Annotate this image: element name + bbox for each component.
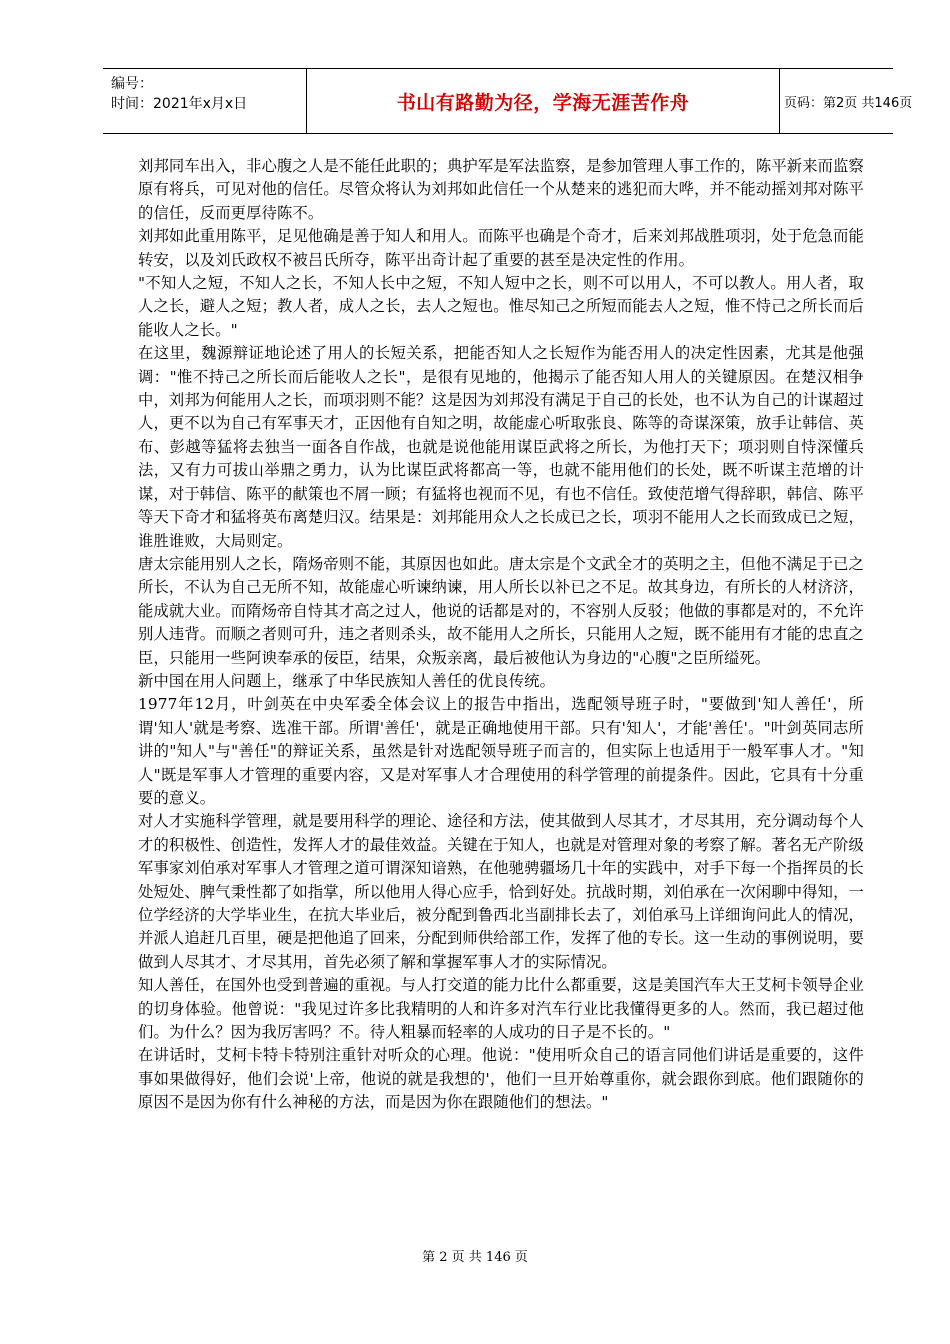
body-paragraph: 刘邦如此重用陈平，足见他确是善于知人和用人。而陈平也确是个奇才，后来刘邦战胜项羽，处于危急而能转安，以及刘氏政权不被吕氏所夺，陈平出奇计起了重要的甚至是决定性的作用。 xyxy=(138,227,865,269)
body-paragraph: 在讲话时，艾柯卡特卡特别注重针对听众的心理。他说："使用听众自己的语言同他们讲话是重要的，这件事如果做得好，他们会说'上帝，他说的就是我想的'，他们一旦开始尊重你，就会跟你到底。他们跟随你的原因不是因为你有什么神秘的方法，而是因为你在跟随他们的想法。" xyxy=(138,1046,864,1112)
body-paragraph: "不知人之短，不知人之长，不知人长中之短，不知人短中之长，则不可以用人，不可以教人。用人者，取人之长，避人之短；教人者，成人之长，去人之短也。惟尽知己之所短而能去人之短，惟不恃己之所长而后能收人之长。" xyxy=(138,274,865,339)
body-paragraph: 对人才实施科学管理，就是要用科学的理论、途径和方法，使其做到人尽其才，才尽其用，充分调动每个人才的积极性、创造性，发挥人才的最佳效益。关键在于知人，也就是对管理对象的考察了解。著名无产阶级军事家刘伯承对军事人才管理之道可谓深知谙熟，在他驰骋疆场几十年的实践中，对手下每一个指挥员的长处短处、脾气秉性都了如指掌，所以他用人得心应手，恰到好处。抗战时期，刘伯承在一次闲聊中得知，一位学经济的大学毕业生，在抗大毕业后，被分配到鲁西北当副排长去了，刘伯承马上详细询问此人的情况，并派人追赶几百里，硬是把他追了回来，分配到师供给部工作，发挥了他的专长。这一生动的事例说明，要做到人尽其才、才尽其用，首先必须了解和掌握军事人才的实际情况。 xyxy=(138,812,865,971)
header-motto: 书山有路勤为径，学海无涯苦作舟 xyxy=(396,91,690,114)
body-paragraph: 新中国在用人问题上，继承了中华民族知人善任的优良传统。 xyxy=(138,671,556,690)
document-time-label: 时间：2021年x月x日 xyxy=(111,96,248,112)
document-number-label: 编号： xyxy=(111,76,153,92)
page-footer: 第 2 页 共 146 页 xyxy=(422,1250,528,1265)
body-paragraph: 知人善任，在国外也受到普遍的重视。与人打交道的能力比什么都重要，这是美国汽车大王艾柯卡领导企业的切身体验。他曾说："我见过许多比我精明的人和许多对汽车行业比我懂得更多的人。然而，我已超过他们。为什么？因为我厉害吗？不。待人粗暴而轻率的人成功的日子是不长的。" xyxy=(138,976,865,1042)
header-page-info: 页码：第2页 共146页 xyxy=(784,95,913,111)
page-header xyxy=(103,68,913,134)
header-meta-cell xyxy=(103,69,307,133)
body-paragraph: 1977年12月，叶剑英在中央军委全体会议上的报告中指出，选配领导班子时，"要做到'知人善任'，所谓'知人'就是考察、选准干部。所谓'善任'，就是正确地使用干部。只有'知人'，才能'善任'。"叶剑英同志所讲的"知人"与"善任"的辩证关系，虽然是针对选配领导班子而言的，但实际上也适用于一般军事人才。"知人"既是军事人才管理的重要内容，又是对军事人才合理使用的科学管理的前提条件。因此，它具有十分重要的意义。 xyxy=(138,695,864,807)
header-page-cell xyxy=(780,69,913,133)
body-paragraph: 刘邦同车出入，非心腹之人是不能任此职的；典护军是军法监察，是参加管理人事工作的，陈平新来而监察原有将兵，可见对他的信任。尽管众将认为刘邦如此信任一个从楚来的逃犯而大哗，并不能动摇刘邦对陈平的信任，反而更厚待陈不。 xyxy=(138,157,865,222)
document-body xyxy=(138,155,864,1115)
body-paragraph: 唐太宗能用别人之长，隋炀帝则不能，其原因也如此。唐太宗是个文武全才的英明之主，但他不满足于已之所长，不认为自己无所不知，故能虚心听谏纳谏，用人所长以补已之不足。故其身边，有所长的人材济济，能成就大业。而隋炀帝自恃其才高之过人，他说的话都是对的，不容别人反驳；他做的事都是对的，不允许别人违背。而顺之者则可升，违之者则杀头，故不能用人之所长，只能用人之短，既不能用有才能的忠直之臣，只能用一些阿谀奉承的佞臣，结果，众叛亲离，最后被他认为身边的"心腹"之臣所缢死。 xyxy=(138,554,865,667)
body-paragraph: 在这里，魏源辩证地论述了用人的长短关系，把能否知人之长短作为能否用人的决定性因素，尤其是他强调："惟不持己之所长而后能收人之长"，是很有见地的，他揭示了能否知人用人的关键原因。在楚汉相争中，刘邦为何能用人之长，而项羽则不能？这是因为刘邦没有满足于自己的长处，也不认为自己的计谋超过人，更不以为自己有军事天才，正因他有自知之明，故能虚心听取张良、陈等的奇谋深策，放手让韩信、英布、彭越等猛将去独当一面各自作战，也就是说他能用谋臣武将之所长，为他打天下；项羽则自恃深懂兵法，又有力可拔山举鼎之勇力，认为比谋臣武将都高一等，也就不能用他们的长处，既不听谋主范增的计谋，对于韩信、陈平的献策也不屑一顾；有猛将也视而不见，有也不信任。致使范增气得辞职，韩信、陈平等天下奇才和猛将英布离楚归汉。结果是：刘邦能用众人之长成已之长，项羽不能用人之长而致成已之短，谁胜谁败，大局则定。 xyxy=(138,344,865,550)
header-motto-cell xyxy=(307,69,780,133)
